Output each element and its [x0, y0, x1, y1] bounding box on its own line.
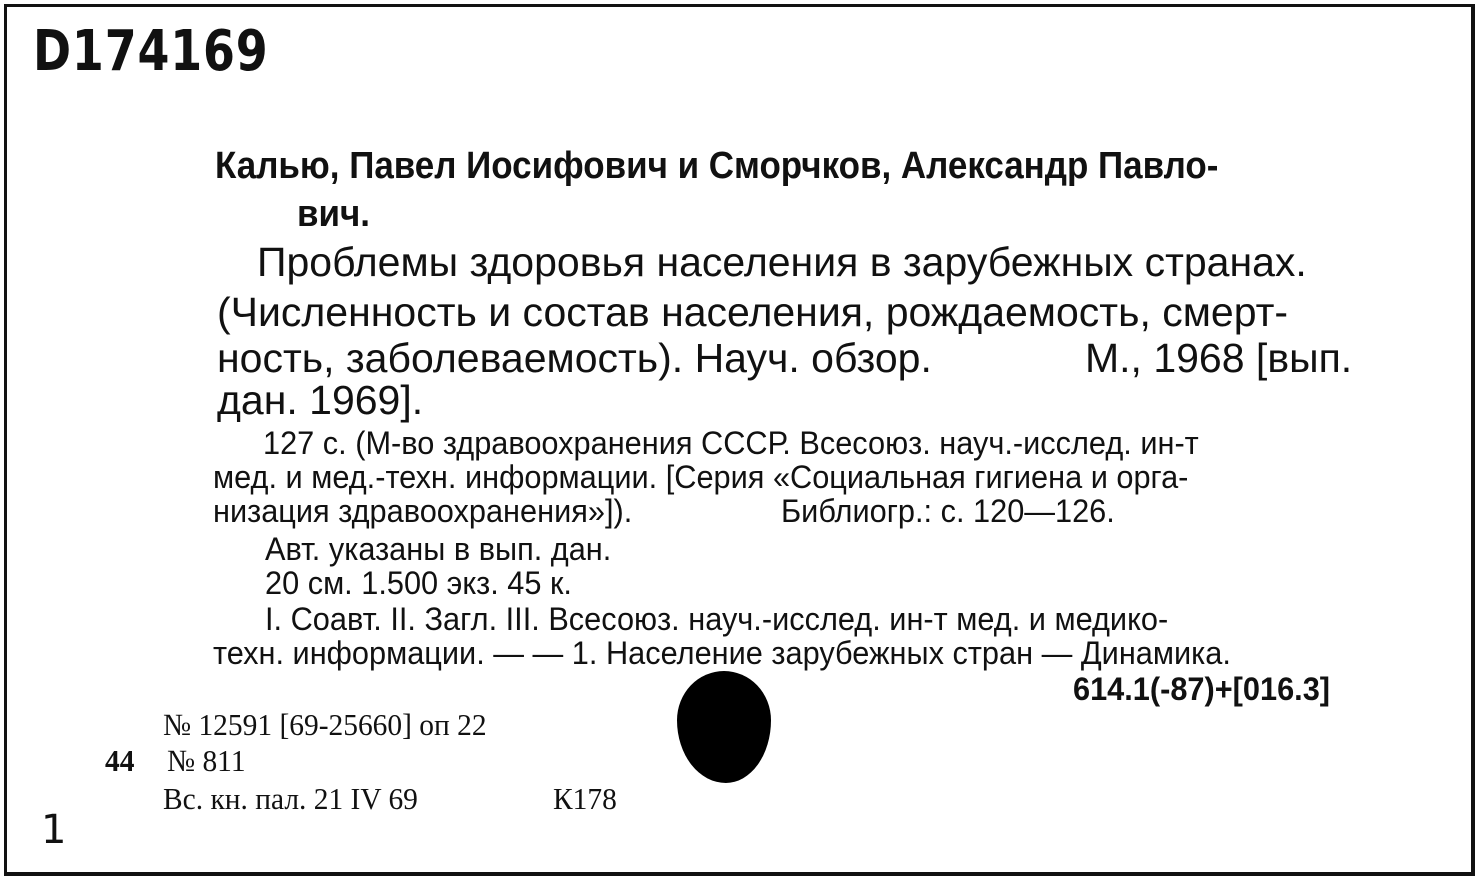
collation-line-3: низация здравоохранения»]). — [213, 493, 633, 529]
catalog-card — [4, 4, 1475, 876]
collation-line-2: мед. и мед.-техн. информации. [Серия «Социальная гигиена и орга- — [213, 459, 1189, 495]
title-line-3: ность, заболеваемость). Науч. обзор. — [217, 335, 932, 381]
title-line-4: дан. 1969]. — [217, 377, 424, 423]
title-line-2: (Численность и состав населения, рождаемость, смерт- — [217, 289, 1289, 335]
title-line-3-imprint: М., 1968 [вып. — [1085, 335, 1353, 381]
authors-note: Авт. указаны в вып. дан. — [265, 531, 612, 567]
number-prefix: 44 — [105, 743, 135, 778]
tracings-line-1: I. Соавт. II. Загл. III. Всесоюз. науч.-исслед. ин-т мед. и медико- — [265, 601, 1169, 637]
bibliography-note: Библиогр.: с. 120—126. — [781, 493, 1115, 529]
udc-classification: 614.1(-87)+[016.3] — [1073, 671, 1331, 707]
title-line-1: Проблемы здоровья населения в зарубежных странах. — [257, 239, 1307, 285]
author-heading-line2: вич. — [297, 193, 370, 235]
corner-pencil-mark: 1 — [41, 807, 67, 853]
card-number-line: № 811 — [167, 743, 246, 778]
author-heading-line1: Калью, Павел Иосифович и Сморчков, Александр Павло- — [215, 145, 1219, 187]
registry-line: Вс. кн. пал. 21 IV 69 — [163, 781, 418, 816]
physical-description: 20 см. 1.500 экз. 45 к. — [265, 565, 572, 601]
tracings-line-2: техн. информации. — — 1. Население зарубежных стран — Динамика. — [213, 635, 1231, 671]
registry-code: К178 — [553, 781, 617, 816]
handwritten-accession-number: D174169 — [33, 19, 269, 84]
collation-line-1: 127 с. (М-во здравоохранения СССР. Всесоюз. науч.-исслед. ин-т — [263, 425, 1199, 461]
order-number-line: № 12591 [69-25660] оп 22 — [163, 707, 487, 742]
ink-blot — [677, 671, 771, 783]
